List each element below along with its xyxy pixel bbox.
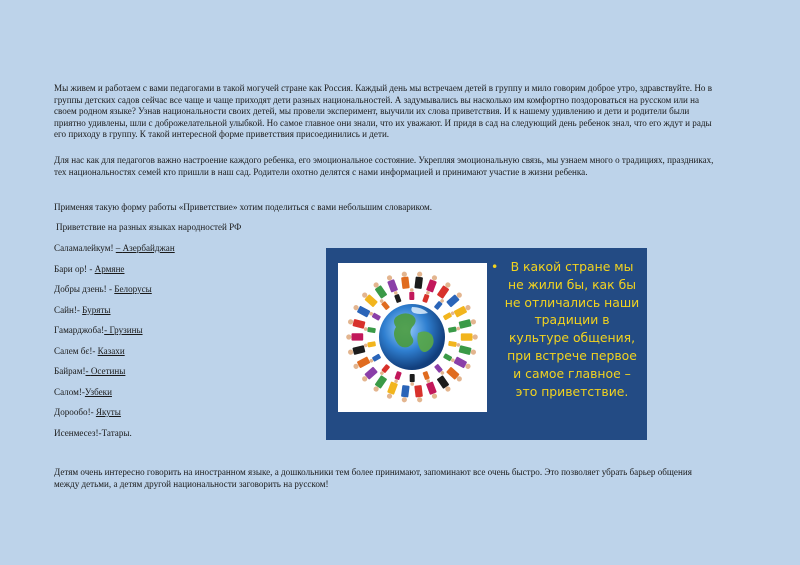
person-figure — [369, 354, 382, 364]
person-figure — [393, 371, 402, 384]
person-figure — [434, 364, 445, 376]
person-figure — [347, 345, 365, 356]
greeting-row: Гамарджоба!- Грузины — [54, 325, 143, 335]
person-figure — [414, 271, 423, 289]
globe-illustration — [338, 263, 487, 412]
greeting-row: Добры дзень! - Белорусы — [54, 284, 152, 294]
person-figure — [461, 333, 478, 340]
person-figure — [454, 303, 472, 317]
person-figure — [446, 367, 464, 384]
third-paragraph: Применяя такую форму работы «Приветствие» хотим поделиться с вами небольшим словариком. — [54, 202, 433, 212]
presentation-slide — [326, 248, 647, 440]
bullet-symbol: • — [491, 259, 499, 274]
greetings-list — [54, 243, 314, 448]
slide-bullet-text: В какой стране мы не жили бы, как бы не отличались наши традиции в культуре общения, при встрече первое и самое главное – это приветствие. — [504, 259, 640, 399]
person-figure — [385, 274, 398, 292]
person-figure — [422, 371, 431, 384]
person-figure — [448, 326, 461, 333]
person-figure — [379, 364, 390, 376]
greeting-row: Сайн!- Буряты — [54, 304, 111, 315]
person-figure — [400, 271, 409, 289]
person-figure — [414, 385, 423, 403]
greeting-row: Байрам!- Осетины — [54, 366, 126, 376]
person-figure — [352, 303, 370, 317]
person-figure — [360, 291, 378, 308]
person-figure — [364, 341, 377, 348]
person-figure — [360, 367, 378, 384]
person-figure — [379, 298, 390, 310]
person-figure — [385, 381, 398, 399]
intro-paragraph: Мы живем и работаем с вами педагогами в такой могучей стране как Россия. Каждый день мы встречаем детей в группу и мило говорим доброе утро, здравствуйте. Но в группы детских садов сейчас все чаще и чаще приходят дети разных национальностей. А задумывались вы насколько им комфортно поздороваться на русском или на своем родном языке? Узнав национальности своих детей, мы провели эксперимент, выучили их слова приветствия. И к нашему удивлению и дети и родители были приятно удивлены, шли с доброжелательной улыбкой. Но самое главное они знали, что их уважают. И придя в сад на следующий день ребенок знал, что его ждут и рады его приходу в группу. К такой интересной форме приветствия присоединились и дети. — [54, 83, 713, 139]
person-figure — [372, 375, 388, 393]
person-figure — [368, 311, 381, 321]
person-figure — [422, 290, 431, 303]
person-figure — [347, 318, 365, 329]
person-figure — [372, 281, 388, 299]
slide-bullet — [491, 258, 641, 400]
greeting-row: Салем бє!- Казахи — [54, 345, 125, 356]
person-figure — [446, 291, 464, 308]
vocabulary-heading: Приветствие на разных языках народностей РФ — [56, 222, 242, 232]
second-paragraph: Для нас как для педагогов важно настроение каждого ребенка, его эмоциональное состояние. Укрепляя эмоциональную связь, мы узнаем много о традициях, праздниках, тех национальностях семей кто пришли в наш сад. Родители охотно делятся с нами информацией и принимают участие в жизни ребенка. — [54, 155, 714, 177]
person-figure — [410, 374, 415, 386]
person-figure — [352, 356, 370, 370]
greeting-row: Бари ор! - Армяне — [54, 263, 125, 274]
person-figure — [426, 274, 439, 292]
person-figure — [459, 318, 477, 329]
person-figure — [443, 353, 456, 363]
greeting-row: Саламалейкум! – Азербайджан — [54, 243, 175, 253]
person-figure — [346, 333, 363, 340]
person-figure — [426, 381, 439, 399]
greeting-row: Салом!-Узбеки — [54, 386, 112, 397]
person-figure — [363, 326, 375, 333]
person-figure — [448, 341, 460, 348]
person-figure — [434, 298, 445, 310]
person-figure — [459, 345, 477, 356]
person-figure — [393, 290, 402, 303]
person-figure — [454, 356, 472, 370]
final-paragraph: Детям очень интересно говорить на иностранном языке, а дошкольники тем более принимают, запоминают все очень быстро. Это позволяет убрать барьер общения между детьми, а детям другой национальности заговорить на русском! — [54, 467, 692, 489]
person-figure — [409, 288, 414, 300]
globe-people-icon — [338, 263, 487, 412]
person-figure — [437, 375, 453, 393]
person-figure — [400, 385, 409, 403]
greeting-row: Дорообо!- Якуты — [54, 407, 121, 417]
person-figure — [437, 281, 453, 299]
person-figure — [443, 310, 456, 320]
greeting-row: Исенмесез!-Татары. — [54, 427, 132, 438]
